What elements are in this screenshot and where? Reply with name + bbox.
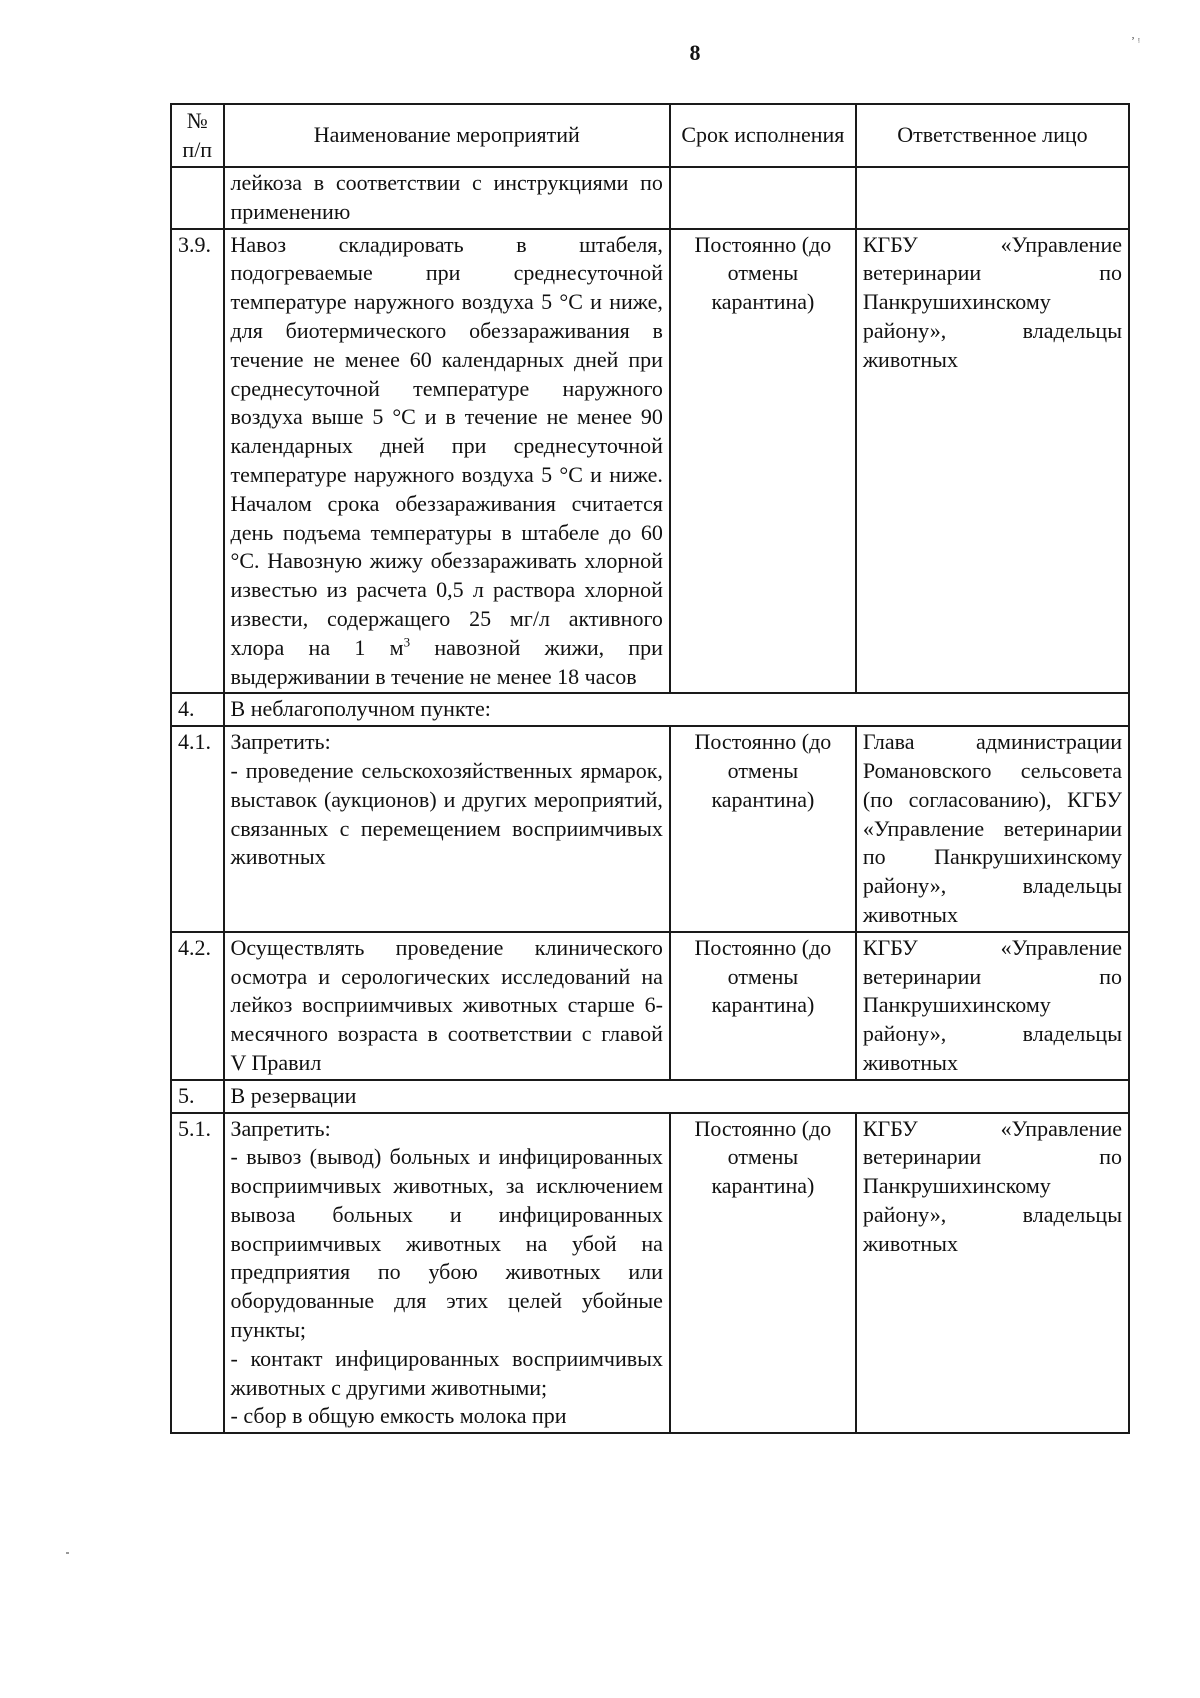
scan-marks: ʼ ᵎ	[1131, 34, 1140, 48]
measure-line: Запретить:	[230, 1115, 331, 1141]
row-number: 4.1.	[171, 726, 224, 932]
row-deadline	[670, 167, 856, 229]
measure-text: Навоз складировать в штабеля, подогреваемые при среднесуточной температуре наружного воздуха 5 °С и ниже, для биотермического обеззараживания в течение не менее 60 календарных дней при среднесуточной температуре наружного воздуха выше 5 °С и в течение не менее 90 календарных дней при среднесуточной температуре наружного воздуха 5 °С и ниже. Началом срока обеззараживания считается день подъема температуры в штабеле до 60 °С. Навозную жижу обеззараживать хлорной известью из расчета 0,5 л раствора хлорной извести, содержащего 25 мг/л активного хлора на 1 м	[230, 231, 663, 660]
row-measure	[224, 1113, 670, 1434]
header-responsible: Ответственное лицо	[856, 104, 1129, 167]
row-responsible: КГБУ «Управление ветеринарии по Панкрушихинскому району», владельцы животных	[856, 1113, 1129, 1434]
row-number: 3.9.	[171, 229, 224, 694]
row-deadline: Постоянно (до отмены карантина)	[670, 229, 856, 694]
table-row	[171, 229, 1129, 694]
row-measure: Осуществлять проведение клинического осмотра и серологических исследований на лейкоз восприимчивых животных старше 6-месячного возраста в соответствии с главой V Правил	[224, 932, 670, 1080]
row-deadline: Постоянно (до отмены карантина)	[670, 1113, 856, 1434]
scan-speck	[66, 1552, 69, 1554]
row-measure	[224, 726, 670, 932]
superscript: 3	[403, 634, 411, 650]
row-measure	[224, 229, 670, 694]
section-number: 5.	[171, 1080, 224, 1113]
page-number: 8	[689, 40, 701, 65]
measure-line: - проведение сельскохозяйственных ярмарок, выставок (аукционов) и других мероприятий, связанных с перемещением восприимчивых животных	[230, 757, 663, 870]
row-measure: лейкоза в соответствии с инструкциями по применению	[224, 167, 670, 229]
table-row	[171, 932, 1129, 1080]
table-header-row	[171, 104, 1129, 167]
row-number: 5.1.	[171, 1113, 224, 1434]
measures-table	[170, 103, 1130, 1434]
measure-line: - сбор в общую емкость молока при	[230, 1403, 567, 1429]
table-row	[171, 726, 1129, 932]
row-responsible	[856, 167, 1129, 229]
section-title: В неблагополучном пункте:	[224, 693, 1129, 726]
header-deadline: Срок исполнения	[670, 104, 856, 167]
section-title: В резервации	[224, 1080, 1129, 1113]
row-responsible: Глава администрации Романовского сельсовета (по согласованию), КГБУ «Управление ветеринарии по Панкрушихинскому району», владельцы животных	[856, 726, 1129, 932]
measure-line: - контакт инфицированных восприимчивых животных с другими животными;	[230, 1345, 663, 1400]
header-number: № п/п	[171, 104, 224, 167]
row-responsible: КГБУ «Управление ветеринарии по Панкрушихинскому району», владельцы животных	[856, 229, 1129, 694]
row-deadline: Постоянно (до отмены карантина)	[670, 932, 856, 1080]
row-responsible: КГБУ «Управление ветеринарии по Панкрушихинскому району», владельцы животных	[856, 932, 1129, 1080]
section-number: 4.	[171, 693, 224, 726]
row-number	[171, 167, 224, 229]
table-row	[171, 1113, 1129, 1434]
measure-line: Запретить:	[230, 729, 331, 755]
measure-text-tail: навозной жижи, при выдерживании в течение не менее 18 часов	[230, 634, 663, 689]
measure-line: - вывоз (вывод) больных и инфицированных восприимчивых животных, за исключением вывоза больных и инфицированных восприимчивых животных на убой на предприятия по убою животных или оборудованные для этих целей убойные пункты;	[230, 1144, 663, 1343]
section-row	[171, 693, 1129, 726]
header-measure-name: Наименование мероприятий	[224, 104, 670, 167]
section-row	[171, 1080, 1129, 1113]
row-number: 4.2.	[171, 932, 224, 1080]
table-row	[171, 167, 1129, 229]
row-deadline: Постоянно (до отмены карантина)	[670, 726, 856, 932]
